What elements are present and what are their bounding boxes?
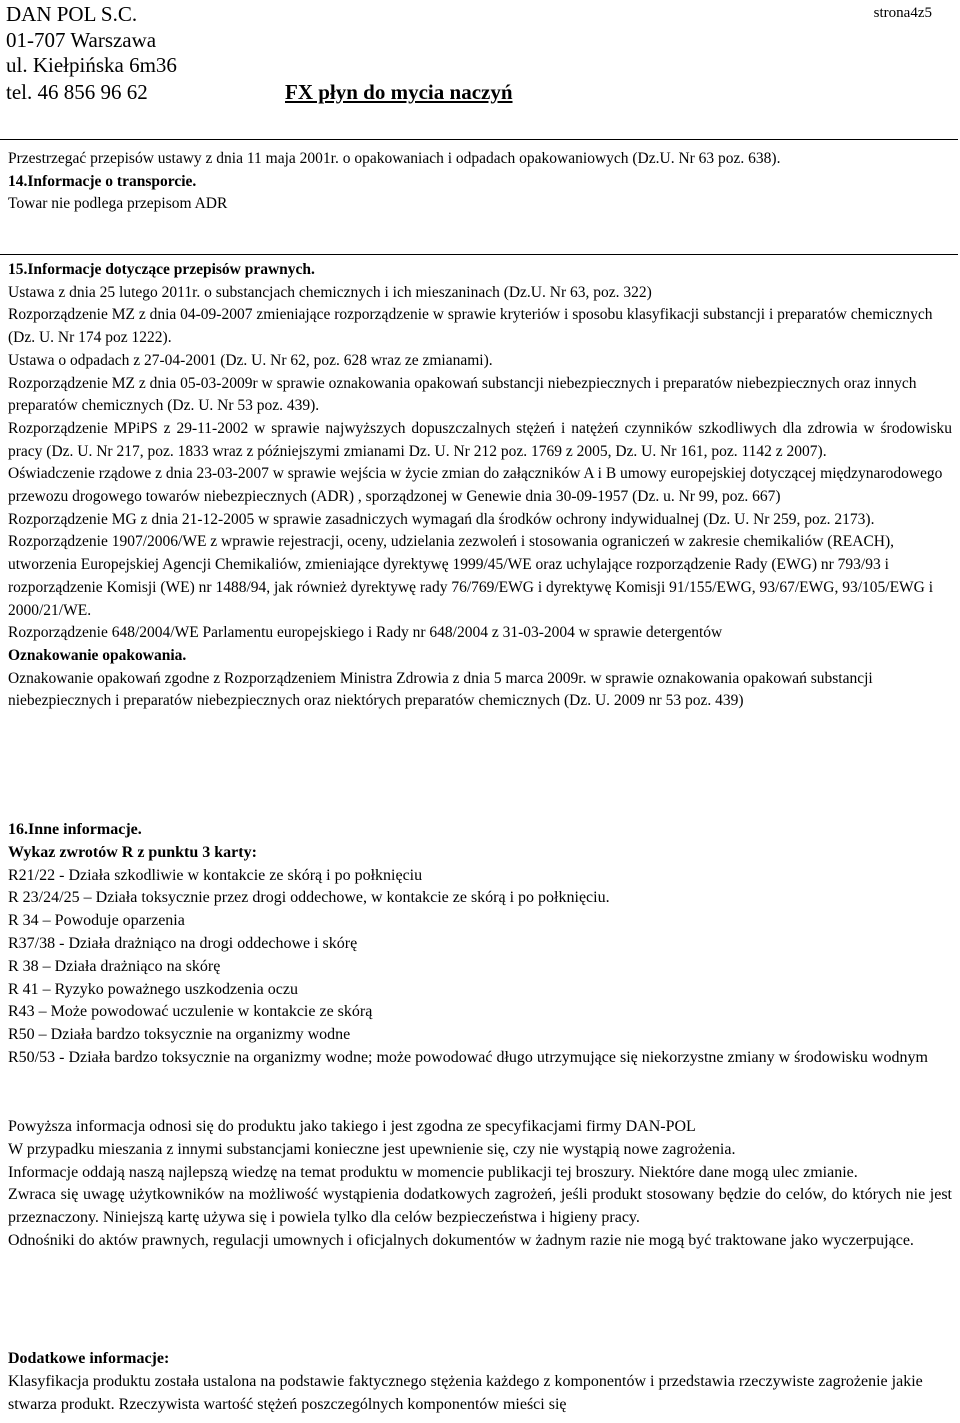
regulation-item: Rozporządzenie MZ z dnia 05-03-2009r w sprawie oznakowania opakowań substancji niebezpiecznych i preparatów niebezpiecznych oraz innych preparatów chemicznych (Dz. U. Nr 53 poz. 439). (8, 374, 917, 415)
r-phrase-item: R 41 – Ryzyko poważnego uszkodzenia oczu (8, 980, 298, 998)
packaging-law-note: Przestrzegać przepisów ustawy z dnia 11 maja 2001r. o opakowaniach i odpadach opakowaniowych (Dz.U. Nr 63 poz. 638). (8, 150, 781, 167)
additional-info-heading: Dodatkowe informacje: (8, 1350, 170, 1367)
transport-note: Towar nie podlega przepisom ADR (8, 195, 228, 213)
page-header (0, 0, 960, 118)
section-15-heading: 15.Informacje dotyczące przepisów prawnych. (8, 261, 315, 278)
r-phrase-item: R50 – Działa bardzo toksycznie na organizmy wodne (8, 1026, 351, 1044)
regulation-item: Rozporządzenie 1907/2006/WE z wprawie rejestracji, oceny, udzielania zezwoleń i stosowania ograniczeń w zakresie chemikaliów (REACH), utworzenia Europejskiej Agencji Chemikaliów, zmieniające dyrektywę 1999/45/WE oraz uchylające rozporządzenie Rady (EWG) nr 793/93 i rozporządzenie Komisji (WE) nr 1488/94, jak również dyrektywę rady 76/769/EWG i dyrektywę Komisji 91/155/EWG, 93/67/EWG, 93/105/EWG i 2000/21/WE. (8, 533, 934, 619)
disclaimer-item: Powyższa informacja odnosi się do produktu jako takiego i jest zgodna ze specyfikacjami firmy DAN-POL (8, 1118, 696, 1135)
disclaimer-item: W przypadku mieszania z innymi substancjami konieczne jest upewnienie się, czy nie wystąpią nowe zagrożenia. (8, 1140, 736, 1158)
product-title: FX płyn do mycia naczyń (285, 80, 513, 104)
company-phone: tel. 46 856 96 62 (6, 80, 148, 104)
r-phrase-item: R 23/24/25 – Działa toksycznie przez drogi oddechowe, w kontakcie ze skórą i po połknięciu. (8, 889, 610, 907)
r-phrase-item: R37/38 - Działa drażniąco na drogi oddechowe i skórę (8, 934, 358, 952)
additional-info (8, 1348, 952, 1416)
transport-box (0, 139, 958, 255)
regulation-item: Ustawa o odpadach z 27-04-2001 (Dz. U. Nr 62, poz. 628 wraz ze zmianami). (8, 351, 493, 369)
disclaimer-block (8, 1116, 952, 1253)
r-phrase-item: R 38 – Działa drażniąco na skórę (8, 957, 221, 975)
r-phrase-item: R50/53 - Działa bardzo toksycznie na organizmy wodne; może powodować długo utrzymujące się niekorzystne zmiany w środowisku wodnym (8, 1048, 928, 1066)
disclaimer-item: Informacje oddają naszą najlepszą wiedzę na temat produktu w momencie publikacji tej broszury. Niektóre dane mogą ulec zmianie. (8, 1163, 858, 1181)
labeling-heading: Oznakowanie opakowania. (8, 646, 187, 664)
regulation-item: Rozporządzenie MPiPS z 29-11-2002 w sprawie najwyższych dopuszczalnych stężeń i natężeń czynników szkodliwych dla zdrowia w środowisku pracy (Dz. U. Nr 217, poz. 1833 wraz z późniejszymi zmianami Dz. U. Nr 212 poz. 1769 z 2005, Dz. U. Nr 161, poz. 1142 z 2007). (8, 419, 952, 460)
r-phrase-item: R43 – Może powodować uczulenie w kontakcie ze skórą (8, 1003, 373, 1021)
page-number: strona4z5 (873, 5, 932, 21)
section-14-heading: 14.Informacje o transporcie. (8, 172, 197, 190)
r-phrase-item: R21/22 - Działa szkodliwie w kontakcie ze skórą i po połknięciu (8, 866, 423, 884)
section-16-heading: 16.Inne informacje. (8, 821, 142, 838)
company-address-street: ul. Kiełpińska 6m36 (6, 53, 177, 77)
company-address-city: 01-707 Warszawa (6, 28, 157, 52)
regulation-item: Rozporządzenie MG z dnia 21-12-2005 w sprawie zasadniczych wymagań dla środków ochrony indywidualnej (Dz. U. Nr 259, poz. 2173). (8, 510, 875, 528)
company-name: DAN POL S.C. (6, 2, 138, 26)
section-15 (8, 259, 952, 713)
disclaimer-item: Zwraca się uwagę użytkowników na możliwość wystąpienia dodatkowych zagrożeń, jeśli produkt stosowany będzie do celów, do których nie jest przeznaczony. Niniejszą kartę używa się i powiela tylko dla celów bezpieczeństwa i higieny pracy. (8, 1186, 952, 1227)
regulation-item: Rozporządzenie 648/2004/WE Parlamentu europejskiego i Rady nr 648/2004 z 31-03-2004 w sprawie detergentów (8, 624, 723, 642)
labeling-text: Oznakowanie opakowań zgodne z Rozporządzeniem Ministra Zdrowia z dnia 5 marca 2009r. w sprawie oznakowania opakowań substancji niebezpiecznych i preparatów niebezpiecznych oraz niektórych preparatów chemicznych (Dz. U. 2009 nr 53 poz. 439) (8, 669, 873, 710)
regulation-item: Rozporządzenie MZ z dnia 04-09-2007 zmieniające rozporządzenie w sprawie kryteriów i sposobu klasyfikacji substancji i preparatów chemicznych (Dz. U. Nr 174 poz 1222). (8, 306, 933, 347)
regulation-item: Oświadczenie rządowe z dnia 23-03-2007 w sprawie wejścia w życie zmian do załączników A i B umowy europejskiej dotyczącej międzynarodowego przewozu drogowego towarów niebezpiecznych (ADR) , sporządzonej w Genewie dnia 30-09-1957 (Dz. u. Nr 99, poz. 667) (8, 465, 943, 506)
section-16 (8, 819, 952, 1070)
r-phrase-item: R 34 – Powoduje oparzenia (8, 912, 185, 930)
r-phrases-heading: Wykaz zwrotów R z punktu 3 karty: (8, 843, 257, 861)
regulation-item: Ustawa z dnia 25 lutego 2011r. o substancjach chemicznych i ich mieszaninach (Dz.U. Nr 63, poz. 322) (8, 283, 652, 301)
additional-info-text: Klasyfikacja produktu została ustalona na podstawie faktycznego stężenia każdego z komponentów i przedstawia rzeczywiste zagrożenie jakie stwarza produkt. Rzeczywista wartość stężeń poszczególnych komponentów mieści się (8, 1372, 923, 1413)
disclaimer-item: Odnośniki do aktów prawnych, regulacji umownych i oficjalnych dokumentów w żadnym razie nie mogą być traktowane jako wyczerpujące. (8, 1231, 914, 1249)
